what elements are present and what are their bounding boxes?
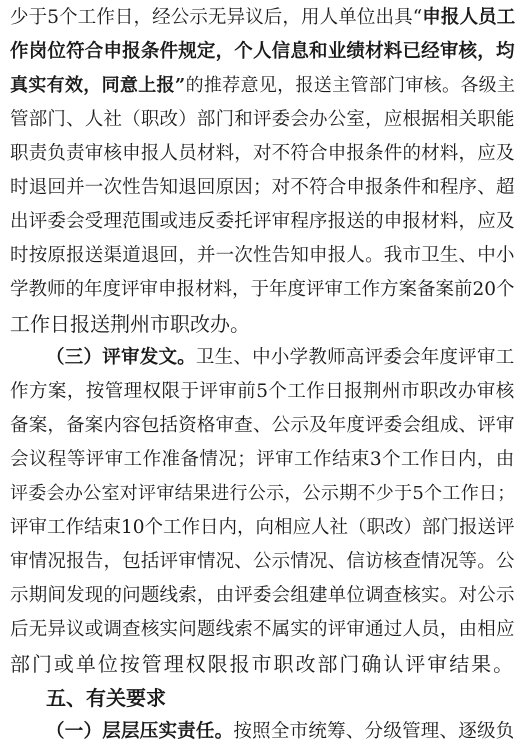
text-run: 卫生、中小学教师高评委会年度评审工 [195,347,515,368]
text-run: 部门或单位按管理权限报市职改部门确认评审结果。 [10,652,516,676]
text-line [10,6,515,32]
text-line [10,482,516,508]
section-line [46,720,515,746]
text-run: 时按原报送渠道退回，并一次性告知申报人。我市卫生、中小 [10,245,515,266]
text-line [10,176,515,202]
heading-text: 五、有关要求 [46,686,166,710]
text-line [10,516,515,542]
section-heading [46,686,166,712]
text-run: 评审工作结束10个工作日内，向相应人社（职改）部门报送评 [10,517,515,538]
section-label: （三）评审发文。 [46,347,196,368]
text-line [10,108,515,134]
text-run-bold: 作岗位符合申报条件规定，个人信息和业绩材料已经审核，均 [10,41,515,62]
text-line [10,74,515,100]
text-line [10,584,515,610]
text-run-bold: 真实有效，同意上报” [10,75,186,96]
text-run: 按照全市统筹、分级管理、逐级负 [233,721,515,742]
text-line [10,40,515,66]
text-run: 出评委会受理范围或违反委托评审程序报送的申报材料，应及 [10,211,515,232]
text-run: 时退回并一次性告知退回原因；对不符合申报条件和程序、超 [10,177,515,198]
text-run: 学教师的年度评审申报材料，于年度评审工作方案备案前20个 [10,279,515,300]
text-run: 示期间发现的问题线索，由评委会组建单位调查核实。对公示 [10,585,515,606]
text-run: 审情况报告，包括评审情况、公示情况、信访核查情况等。公 [10,551,515,572]
text-line [10,448,515,474]
text-line [10,312,250,338]
text-run: 的推荐意见，报送主管部门审核。各级主 [185,75,516,96]
text-line [10,210,515,236]
text-line [10,652,515,678]
text-run: 作方案，按管理权限于评审前5个工作日报荆州市职改办审核 [10,381,515,402]
text-run: 工作日报送荆州市职改办。 [10,312,250,336]
text-run: 少于5个工作日，经公示无异议后，用人单位出具“ [10,7,423,28]
text-run: 职责负责审核申报人员材料，对不符合申报条件的材料，应及 [10,143,515,164]
text-run: 备案，备案内容包括资格审查、公示及年度评委会组成、评审 [10,415,515,436]
text-line [10,244,515,270]
text-line [10,278,515,304]
text-run-bold: 申报人员工 [422,7,516,28]
text-line [10,380,515,406]
text-run: 会议程等评审工作准备情况；评审工作结束3个工作日内，由 [10,449,515,470]
section-line [46,346,515,372]
text-line [10,142,515,168]
text-line [10,618,515,644]
text-run: 评委会办公室对评审结果进行公示，公示期不少于5个工作日； [10,483,516,504]
text-line [10,414,515,440]
text-run: 后无异议或调查核实问题线索不属实的评审通过人员，由相应 [10,619,515,640]
text-run: 管部门、人社（职改）部门和评委会办公室，应根据相关职能 [10,109,515,130]
section-label: （一）层层压实责任。 [46,721,234,742]
text-line [10,550,515,576]
